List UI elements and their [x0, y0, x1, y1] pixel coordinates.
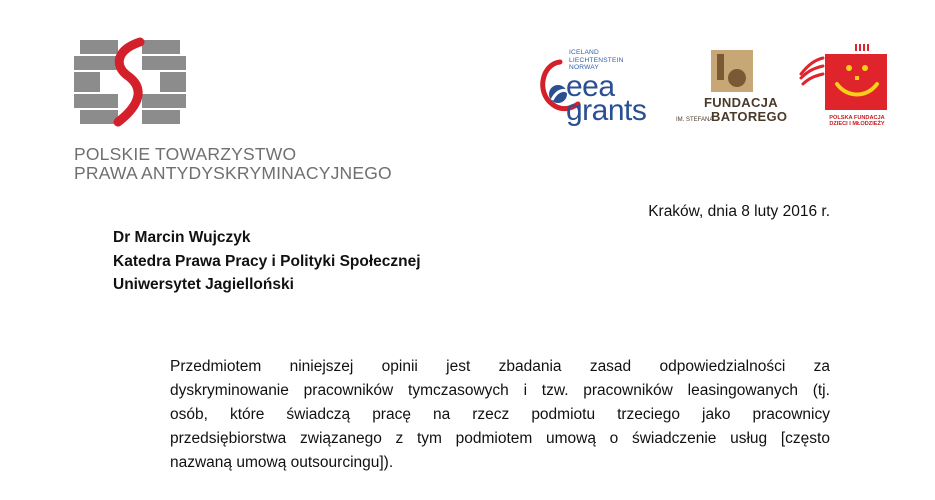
word: pracownicy [752, 406, 830, 423]
word: pracę [372, 406, 411, 423]
word: podmiotu [531, 406, 596, 423]
batory-logo-mark [711, 50, 753, 92]
batory-name-line-1: FUNDACJA [704, 95, 778, 110]
eea-country: ICELAND [569, 49, 599, 56]
word: pracowników [583, 382, 673, 399]
word: odpowiedzialności [659, 358, 786, 375]
addressee-university: Uniwersytet Jagielloński [113, 276, 294, 293]
pfdim-name [822, 115, 892, 128]
ptpa-logo [70, 36, 190, 128]
word: podmiotem [455, 430, 533, 447]
word: tymczasowych [408, 382, 509, 399]
pfdim-name-line: DZIECI I MŁODZIEŻY [829, 121, 885, 128]
word: niniejszej [289, 358, 354, 375]
word: związanego [300, 430, 382, 447]
paragraph-line [170, 379, 830, 403]
eea-countries [569, 49, 624, 72]
ptpa-name-line: POLSKIE TOWARZYSTWO [74, 144, 297, 164]
addressee-department: Katedra Prawa Pracy i Polityki Społecznej [113, 252, 421, 270]
addressee-block [113, 226, 421, 297]
word: Przedmiotem [170, 358, 262, 375]
word: świadczą [286, 406, 351, 423]
eea-country: NORWAY [569, 64, 600, 72]
word: leasingowanych [687, 382, 798, 399]
word: usług [730, 430, 768, 447]
eea-word: eea [566, 70, 615, 103]
word: jako [702, 406, 731, 423]
word: za [813, 358, 830, 375]
paragraph-line: nazwaną umową outsourcingu]). [170, 454, 394, 471]
word: opinii [381, 358, 418, 375]
word: rzecz [472, 406, 510, 423]
addressee-name: Dr Marcin Wujczyk [113, 229, 251, 246]
paragraph-line [170, 355, 830, 379]
word: o [609, 430, 619, 447]
word: na [432, 406, 451, 423]
ptpa-name [74, 145, 392, 183]
word: z [395, 430, 404, 447]
word: świadczenie [631, 430, 717, 447]
batory-name-line-2: BATOREGO [711, 109, 788, 124]
word: zbadania [498, 358, 562, 375]
word: przedsiębiorstwa [170, 430, 287, 447]
word: umową [546, 430, 596, 447]
pfdim-name-line: POLSKA FUNDACJA [829, 115, 885, 121]
paragraph-line [170, 403, 830, 427]
word: tzw. [541, 382, 569, 399]
word: i [523, 382, 528, 399]
word: pracowników [303, 382, 394, 399]
word: [często [780, 430, 830, 447]
word: tym [416, 430, 442, 447]
opinion-paragraph [170, 355, 830, 475]
grants-word: grants [566, 94, 647, 127]
batory-prefix: IM. STEFANA [676, 117, 714, 123]
paragraph-line [170, 427, 830, 451]
word: osób, [170, 406, 208, 423]
ptpa-name-line: PRAWA ANTYDYSKRYMINACYJNEGO [74, 163, 392, 183]
eea-country: LIECHTENSTEIN [569, 56, 624, 64]
letter-date: Kraków, dnia 8 luty 2016 r. [648, 203, 830, 220]
pfdim-logo [797, 44, 892, 112]
word: (tj. [812, 382, 830, 399]
word: dyskryminowanie [170, 382, 289, 399]
word: jest [446, 358, 471, 375]
word: które [229, 406, 265, 423]
word: zasad [589, 358, 632, 375]
word: trzeciego [617, 406, 680, 423]
